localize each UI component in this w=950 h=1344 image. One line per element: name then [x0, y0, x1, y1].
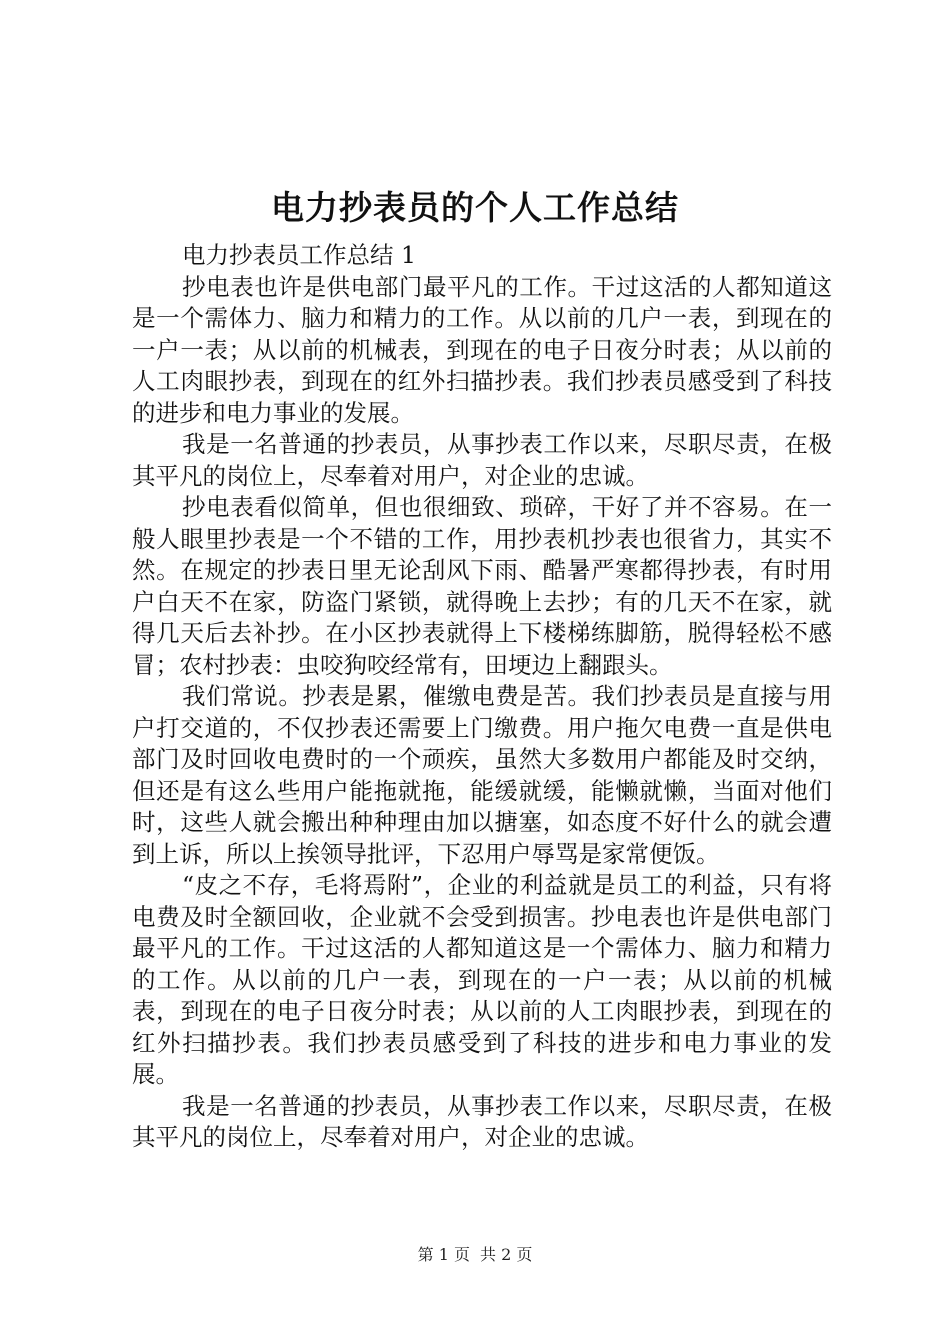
- section-heading: 电力抄表员工作总结 1: [182, 241, 416, 269]
- paragraph-2: 我是一名普通的抄表员，从事抄表工作以来，尽职尽责，在极其平凡的岗位上，尽奉着对用户，对企业的忠诚。: [132, 430, 832, 490]
- page-number-current: 第 1 页: [417, 1245, 470, 1264]
- paragraph-1: 抄电表也许是供电部门最平凡的工作。干过这活的人都知道这是一个需体力、脑力和精力的工作。从以前的几户一表，到现在的一户一表；从以前的机械表，到现在的电子日夜分时表；从以前的人工肉眼抄表，到现在的红外扫描抄表。我们抄表员感受到了科技的进步和电力事业的发展。: [132, 272, 832, 427]
- document-body: [132, 240, 832, 1154]
- document-title: 电力抄表员的个人工作总结: [271, 188, 679, 227]
- paragraph-5: “皮之不存，毛将焉附”，企业的利益就是员工的利益，只有将电费及时全额回收，企业就不会受到损害。抄电表也许是供电部门最平凡的工作。干过这活的人都知道这是一个需体力、脑力和精力的工作。从以前的几户一表，到现在的一户一表；从以前的机械表，到现在的电子日夜分时表；从以前的人工肉眼抄表，到现在的红外扫描抄表。我们抄表员感受到了科技的进步和电力事业的发展。: [132, 871, 832, 1088]
- paragraph-3: 抄电表看似简单，但也很细致、琐碎，干好了并不容易。在一般人眼里抄表是一个不错的工作，用抄表机抄表也很省力，其实不然。在规定的抄表日里无论刮风下雨、酷暑严寒都得抄表，有时用户白天不在家，防盗门紧锁，就得晚上去抄；有的几天不在家，就得几天后去补抄。在小区抄表就得上下楼梯练脚筋，脱得轻松不感冒；农村抄表：虫咬狗咬经常有，田埂边上翻跟头。: [132, 493, 832, 679]
- page-number-total: 共 2 页: [480, 1245, 533, 1264]
- page-footer: [0, 1244, 950, 1266]
- paragraph-6: 我是一名普通的抄表员，从事抄表工作以来，尽职尽责，在极其平凡的岗位上，尽奉着对用户，对企业的忠诚。: [132, 1091, 832, 1151]
- paragraph-4: 我们常说。抄表是累，催缴电费是苦。我们抄表员是直接与用户打交道的，不仅抄表还需要上门缴费。用户拖欠电费一直是供电部门及时回收电费时的一个顽疾，虽然大多数用户都能及时交纳，但还是有这么些用户能拖就拖，能缓就缓，能懒就懒，当面对他们时，这些人就会搬出种种理由加以搪塞，如态度不好什么的就会遭到上诉，所以上挨领导批评，下忍用户辱骂是家常便饭。: [132, 682, 832, 868]
